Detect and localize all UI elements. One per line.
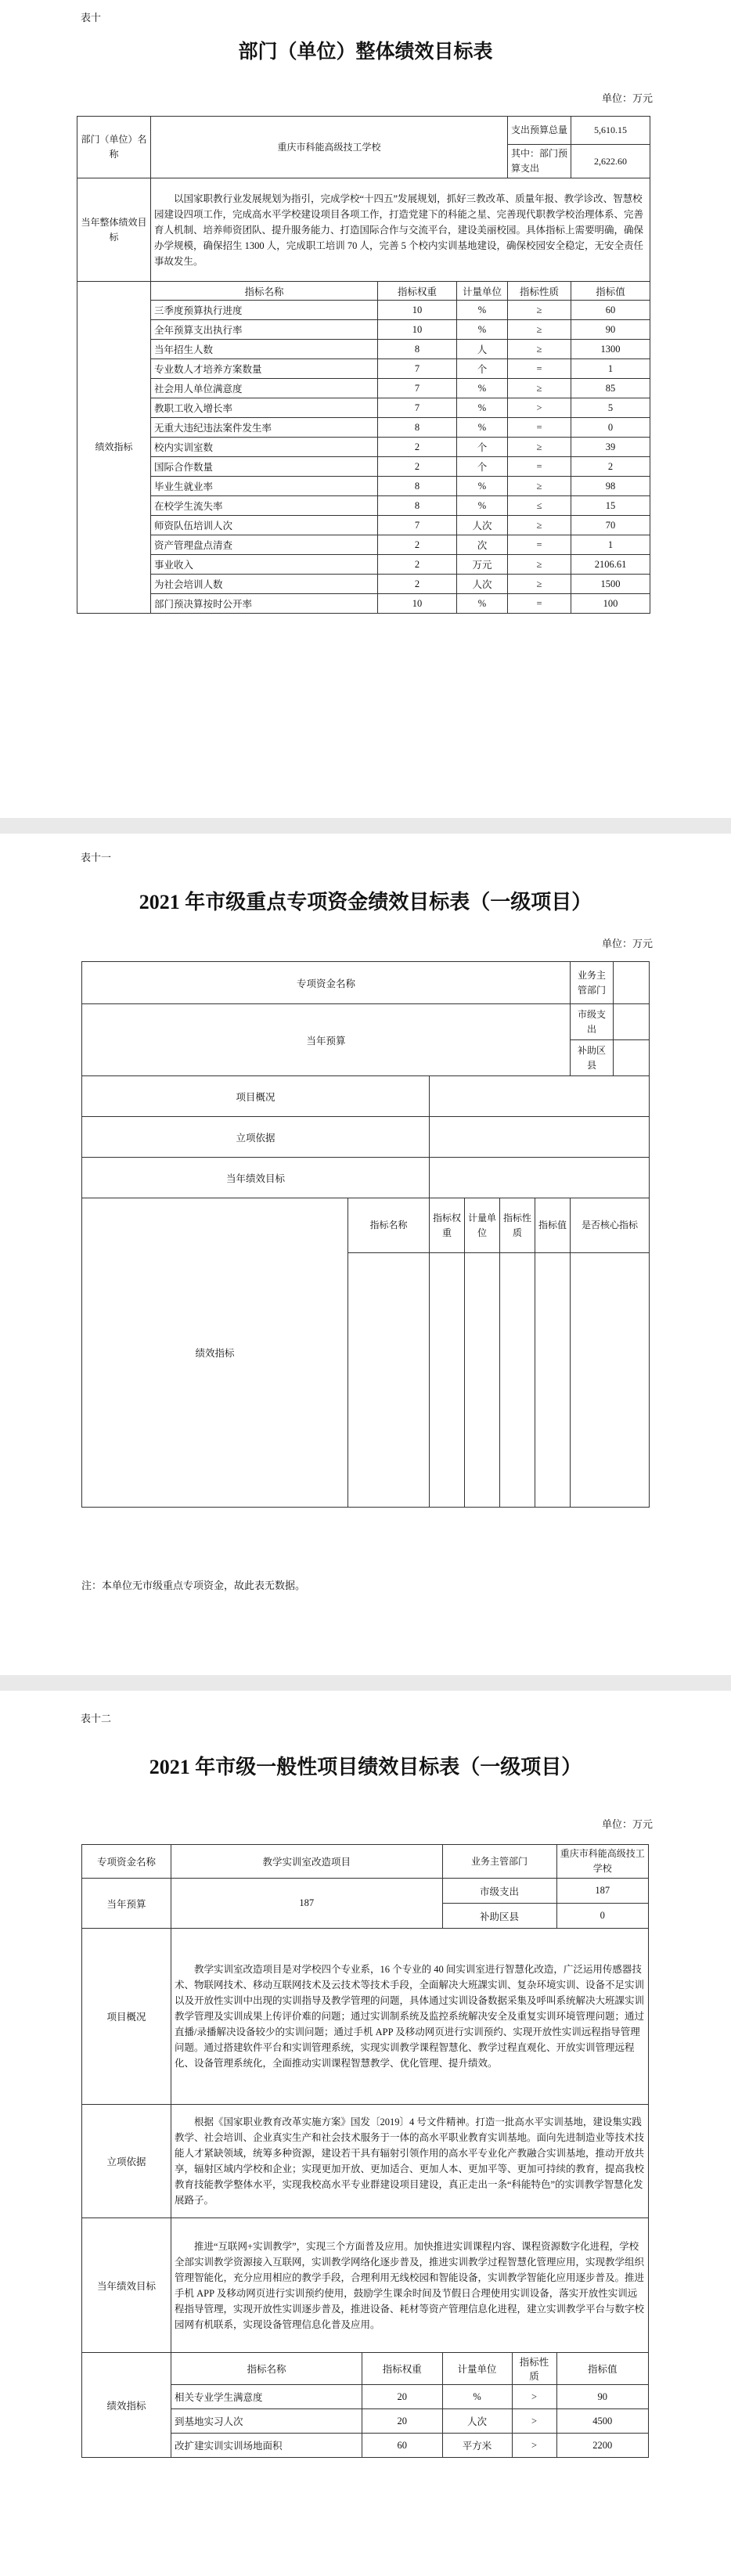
cell: 次 [457, 535, 508, 555]
header-cell: 指标值 [556, 2353, 648, 2385]
cell: 社会用人单位满意度 [151, 379, 378, 398]
total-label: 支出预算总量 [508, 117, 571, 145]
table-row [77, 398, 650, 418]
overview-label: 项目概况 [82, 1076, 430, 1117]
table-row [77, 594, 650, 614]
goal-label: 当年绩效目标 [82, 2218, 171, 2353]
cell: 人次 [442, 2409, 512, 2434]
cell: 1500 [571, 575, 650, 594]
goal-label: 当年绩效目标 [82, 1158, 430, 1198]
fund-name-label: 专项资金名称 [82, 1845, 171, 1879]
cell: = [508, 594, 571, 614]
cell: > [508, 398, 571, 418]
cell: ≥ [508, 379, 571, 398]
overview-label: 项目概况 [82, 1929, 171, 2105]
table-row [77, 418, 650, 438]
cell: > [512, 2434, 556, 2458]
cell: 平方米 [442, 2434, 512, 2458]
cell: 个 [457, 359, 508, 379]
cell: = [508, 359, 571, 379]
cell: 8 [378, 418, 457, 438]
cell: 个 [457, 438, 508, 457]
cell: 60 [362, 2434, 442, 2458]
header-cell: 指标值 [535, 1198, 571, 1253]
header-cell: 指标性质 [512, 2353, 556, 2385]
cell: 校内实训室数 [151, 438, 378, 457]
header-cell: 指标名称 [348, 1198, 430, 1253]
cell: 90 [556, 2385, 648, 2409]
goal-label: 当年整体绩效目标 [77, 178, 151, 282]
cell: % [457, 320, 508, 340]
empty-cell [614, 1040, 650, 1076]
cell: 8 [378, 496, 457, 516]
header-cell: 指标名称 [151, 282, 378, 301]
cell: 人 [457, 340, 508, 359]
header-cell: 指标权重 [362, 2353, 442, 2385]
dept-name: 重庆市科能高级技工学校 [151, 117, 508, 178]
page-title: 2021 年市级一般性项目绩效目标表（一级项目） [149, 1756, 582, 1778]
cell: ≥ [508, 438, 571, 457]
empty-cell [465, 1253, 500, 1508]
cell: 1 [571, 359, 650, 379]
cell: 10 [378, 594, 457, 614]
cell: 2200 [556, 2434, 648, 2458]
empty-cell [430, 1076, 650, 1117]
cell: 专业数人才培养方案数量 [151, 359, 378, 379]
cell: 20 [362, 2385, 442, 2409]
cell: 为社会培训人数 [151, 575, 378, 594]
empty-cell [500, 1253, 535, 1508]
empty-cell [614, 962, 650, 1004]
cell: ≥ [508, 477, 571, 496]
cell: 100 [571, 594, 650, 614]
city-expense-label: 市级支出 [571, 1004, 614, 1040]
total-value: 5,610.15 [571, 117, 650, 145]
cell: > [512, 2409, 556, 2434]
perf-label: 绩效指标 [82, 2353, 171, 2458]
cell: % [457, 301, 508, 320]
header-cell: 指标性质 [500, 1198, 535, 1253]
table-row [77, 457, 650, 477]
key-fund-table [81, 961, 650, 1508]
table-row [77, 575, 650, 594]
dept-label: 部门（单位）名称 [77, 117, 151, 178]
cell: % [457, 379, 508, 398]
cell: ≥ [508, 516, 571, 535]
cell: 8 [378, 477, 457, 496]
cell: 在校学生流失率 [151, 496, 378, 516]
table-row [77, 379, 650, 398]
subsidy-value: 0 [556, 1904, 648, 1929]
empty-cell [430, 1253, 465, 1508]
unit-label: 单位：万元 [601, 92, 653, 104]
overall-performance-table [77, 116, 650, 614]
fund-name-label: 专项资金名称 [82, 962, 571, 1004]
cell: 1 [571, 535, 650, 555]
page-table-11 [0, 834, 731, 1675]
budget-label: 当年预算 [82, 1879, 171, 1929]
cell: ≥ [508, 301, 571, 320]
cell: 2 [378, 438, 457, 457]
basis-label: 立项依据 [82, 2105, 171, 2218]
table-note: 注：本单位无市级重点专项资金，故此表无数据。 [81, 1580, 306, 1591]
city-value: 187 [556, 1879, 648, 1904]
empty-cell [614, 1004, 650, 1040]
cell: > [512, 2385, 556, 2409]
cell: 4500 [556, 2409, 648, 2434]
goal-text: 推进“互联网+实训教学”，实现三个方面普及应用。加快推进实训课程内容、课程资源数字化进程，学校全部实训教学资源接入互联网，实训教学网络化逐步普及，推进实训教学过程智慧化管理应用，实现教学组织管理智能化，充分应用相应的教学手段，合理利用无线校园和智能设备，实训教学智能化应用逐步普及。推进手机 APP 及移动网页进行实训预约使用，鼓励学生课余时间及节假日合理使用实训设备，落实开放性实训远程指导管理，实现开放性实训逐步普及，推进设备、耗材等资产管理信息化进程，建立实训教学平台与数字校园网有机联系，实现设备管理信息化普及应用。 [171, 2218, 649, 2353]
cell: 60 [571, 301, 650, 320]
cell: 2 [571, 457, 650, 477]
cell: ≥ [508, 555, 571, 575]
cell: 毕业生就业率 [151, 477, 378, 496]
cell: % [457, 477, 508, 496]
dept-in-charge-label: 业务主管部门 [442, 1845, 556, 1879]
dept-value: 重庆市科能高级技工学校 [556, 1845, 648, 1879]
page-table-12 [0, 1691, 731, 2576]
cell: ≥ [508, 575, 571, 594]
page-separator [0, 818, 731, 834]
table-row [77, 359, 650, 379]
empty-cell [430, 1158, 650, 1198]
table-row [77, 516, 650, 535]
table-row [77, 320, 650, 340]
cell: 万元 [457, 555, 508, 575]
cell: 到基地实习人次 [171, 2409, 362, 2434]
page-title: 2021 年市级重点专项资金绩效目标表（一级项目） [139, 891, 592, 913]
cell: 无重大违纪违法案件发生率 [151, 418, 378, 438]
empty-cell [348, 1253, 430, 1508]
cell: = [508, 457, 571, 477]
perf-label: 绩效指标 [77, 282, 151, 614]
cell: 0 [571, 418, 650, 438]
unit-label: 单位：万元 [601, 1818, 653, 1830]
cell: 三季度预算执行进度 [151, 301, 378, 320]
cell: 个 [457, 457, 508, 477]
cell: 8 [378, 340, 457, 359]
cell: = [508, 535, 571, 555]
header-cell: 指标权重 [430, 1198, 465, 1253]
header-cell: 指标性质 [508, 282, 571, 301]
goal-text: 以国家职教行业发展规划为指引，完成学校“十四五”发展规划，抓好三教改革、质量年报、教学诊改、智慧校园建设四项工作，完成高水平学校建设项目各项工作，打造党建下的科能之星、完善现代职教学校治理体系、完善育人机制、培养师资团队、提升服务能力、打造国际合作与交流平台，建设美丽校园。具体指标上需要明确，确保办学规模，确保招生 1300 人，完成职工培训 70 人，完善 5 个校内实训基地建设，确保校园安全稳定，无安全责任事故发生。 [151, 178, 650, 282]
cell: 70 [571, 516, 650, 535]
cell: 事业收入 [151, 555, 378, 575]
cell: 资产管理盘点清查 [151, 535, 378, 555]
cell: 当年招生人数 [151, 340, 378, 359]
cell: 98 [571, 477, 650, 496]
cell: % [457, 398, 508, 418]
cell: 15 [571, 496, 650, 516]
cell: 全年预算支出执行率 [151, 320, 378, 340]
table-row [77, 301, 650, 320]
cell: 7 [378, 398, 457, 418]
overview-text: 教学实训室改造项目是对学校四个专业系，16 个专业的 40 间实训室进行智慧化改造，广泛运用传感器技术、物联网技术、移动互联网技术及云技术等技术手段，全面解决大班課实训、复杂环境实训、设备不足实训以及开放性实训中出现的实训指导及教学管理的问题，具体通过实训设备数据采集及呼叫系统解决大班課实训教学管理及实训成果上传评价难的问题；通过实训制系统及监控系统解决安全及重复实训环境管理问题；通过直播/录播解决设备较少的实训问题；通过手机 APP 及移动网页进行实训预约、实现开放性实训远程指导管理问题。通过搭建软件平台和实训管理系统，实现实训教学课程智慧化、教学过程直观化、开放实训管理远程化、设备管理系统化，全面推动实训课程智慧教学、优化管理、提升绩效。 [171, 1929, 649, 2105]
page-separator [0, 1675, 731, 1691]
cell: 2 [378, 457, 457, 477]
cell: % [442, 2385, 512, 2409]
header-cell: 计量单位 [457, 282, 508, 301]
cell: 相关专业学生满意度 [171, 2385, 362, 2409]
page-table-10 [0, 0, 731, 814]
cell: 2 [378, 575, 457, 594]
basis-label: 立项依据 [82, 1117, 430, 1158]
cell: % [457, 594, 508, 614]
cell: % [457, 496, 508, 516]
header-cell: 计量单位 [465, 1198, 500, 1253]
table-label: 表十二 [81, 1713, 112, 1724]
of-which-value: 2,622.60 [571, 145, 650, 178]
basis-text: 根据《国家职业教育改革实施方案》国发〔2019〕4 号文件精神。打造一批高水平实训基地，建设集实践教学、社会培训、企业真实生产和社会技术服务于一体的高水平职业教育实训基地。面向先进制造业等技术技能人才紧缺领域，统筹多种资源，建设若干具有辐射引领作用的高水平专业化产教融合实训基地，推动开放共享，辐射区域内学校和企业；实现更加开放、更加适合、更加人本、更加平等、更加可持续的教育，提高我校教育技能教学整体水平，实现我校高水平专业群建设项目建设，真正走出一条“科能特色”的实训教学智慧化发展路子。 [171, 2105, 649, 2218]
unit-label: 单位：万元 [601, 938, 653, 949]
cell: 2 [378, 535, 457, 555]
cell: = [508, 418, 571, 438]
cell: ≤ [508, 496, 571, 516]
page-title: 部门（单位）整体绩效目标表 [238, 40, 493, 63]
header-cell: 指标值 [571, 282, 650, 301]
cell: 国际合作数量 [151, 457, 378, 477]
table-row [77, 477, 650, 496]
cell: 师资队伍培训人次 [151, 516, 378, 535]
cell: 7 [378, 379, 457, 398]
cell: 7 [378, 516, 457, 535]
city-expense-label: 市级支出 [442, 1879, 556, 1904]
cell: 39 [571, 438, 650, 457]
table-row [77, 555, 650, 575]
cell: 10 [378, 301, 457, 320]
empty-cell [430, 1117, 650, 1158]
subsidy-label: 补助区县 [571, 1040, 614, 1076]
table-row [77, 496, 650, 516]
cell: 改扩建实训实训场地面积 [171, 2434, 362, 2458]
cell: 2106.61 [571, 555, 650, 575]
cell: 7 [378, 359, 457, 379]
general-project-table [81, 1844, 649, 2458]
fund-name: 教学实训室改造项目 [171, 1845, 443, 1879]
cell: 85 [571, 379, 650, 398]
table-row [77, 535, 650, 555]
budget-value: 187 [171, 1879, 443, 1929]
perf-label: 绩效指标 [82, 1198, 348, 1508]
cell: % [457, 418, 508, 438]
table-label: 表十 [81, 12, 102, 23]
dept-in-charge-label: 业务主管部门 [571, 962, 614, 1004]
table-row [77, 438, 650, 457]
cell: 1300 [571, 340, 650, 359]
header-cell: 计量单位 [442, 2353, 512, 2385]
table-row [77, 340, 650, 359]
cell: 人次 [457, 516, 508, 535]
header-cell: 指标名称 [171, 2353, 362, 2385]
of-which-label: 其中：部门预算支出 [508, 145, 571, 178]
cell: ≥ [508, 320, 571, 340]
empty-cell [535, 1253, 571, 1508]
cell: 90 [571, 320, 650, 340]
cell: 2 [378, 555, 457, 575]
subsidy-label: 补助区县 [442, 1904, 556, 1929]
header-cell: 是否核心指标 [571, 1198, 650, 1253]
header-cell: 指标权重 [378, 282, 457, 301]
cell: 教职工收入增长率 [151, 398, 378, 418]
cell: 10 [378, 320, 457, 340]
table-label: 表十一 [81, 852, 112, 863]
budget-label: 当年预算 [82, 1004, 571, 1076]
cell: 5 [571, 398, 650, 418]
cell: ≥ [508, 340, 571, 359]
cell: 20 [362, 2409, 442, 2434]
cell: 人次 [457, 575, 508, 594]
empty-cell [571, 1253, 650, 1508]
cell: 部门预决算按时公开率 [151, 594, 378, 614]
